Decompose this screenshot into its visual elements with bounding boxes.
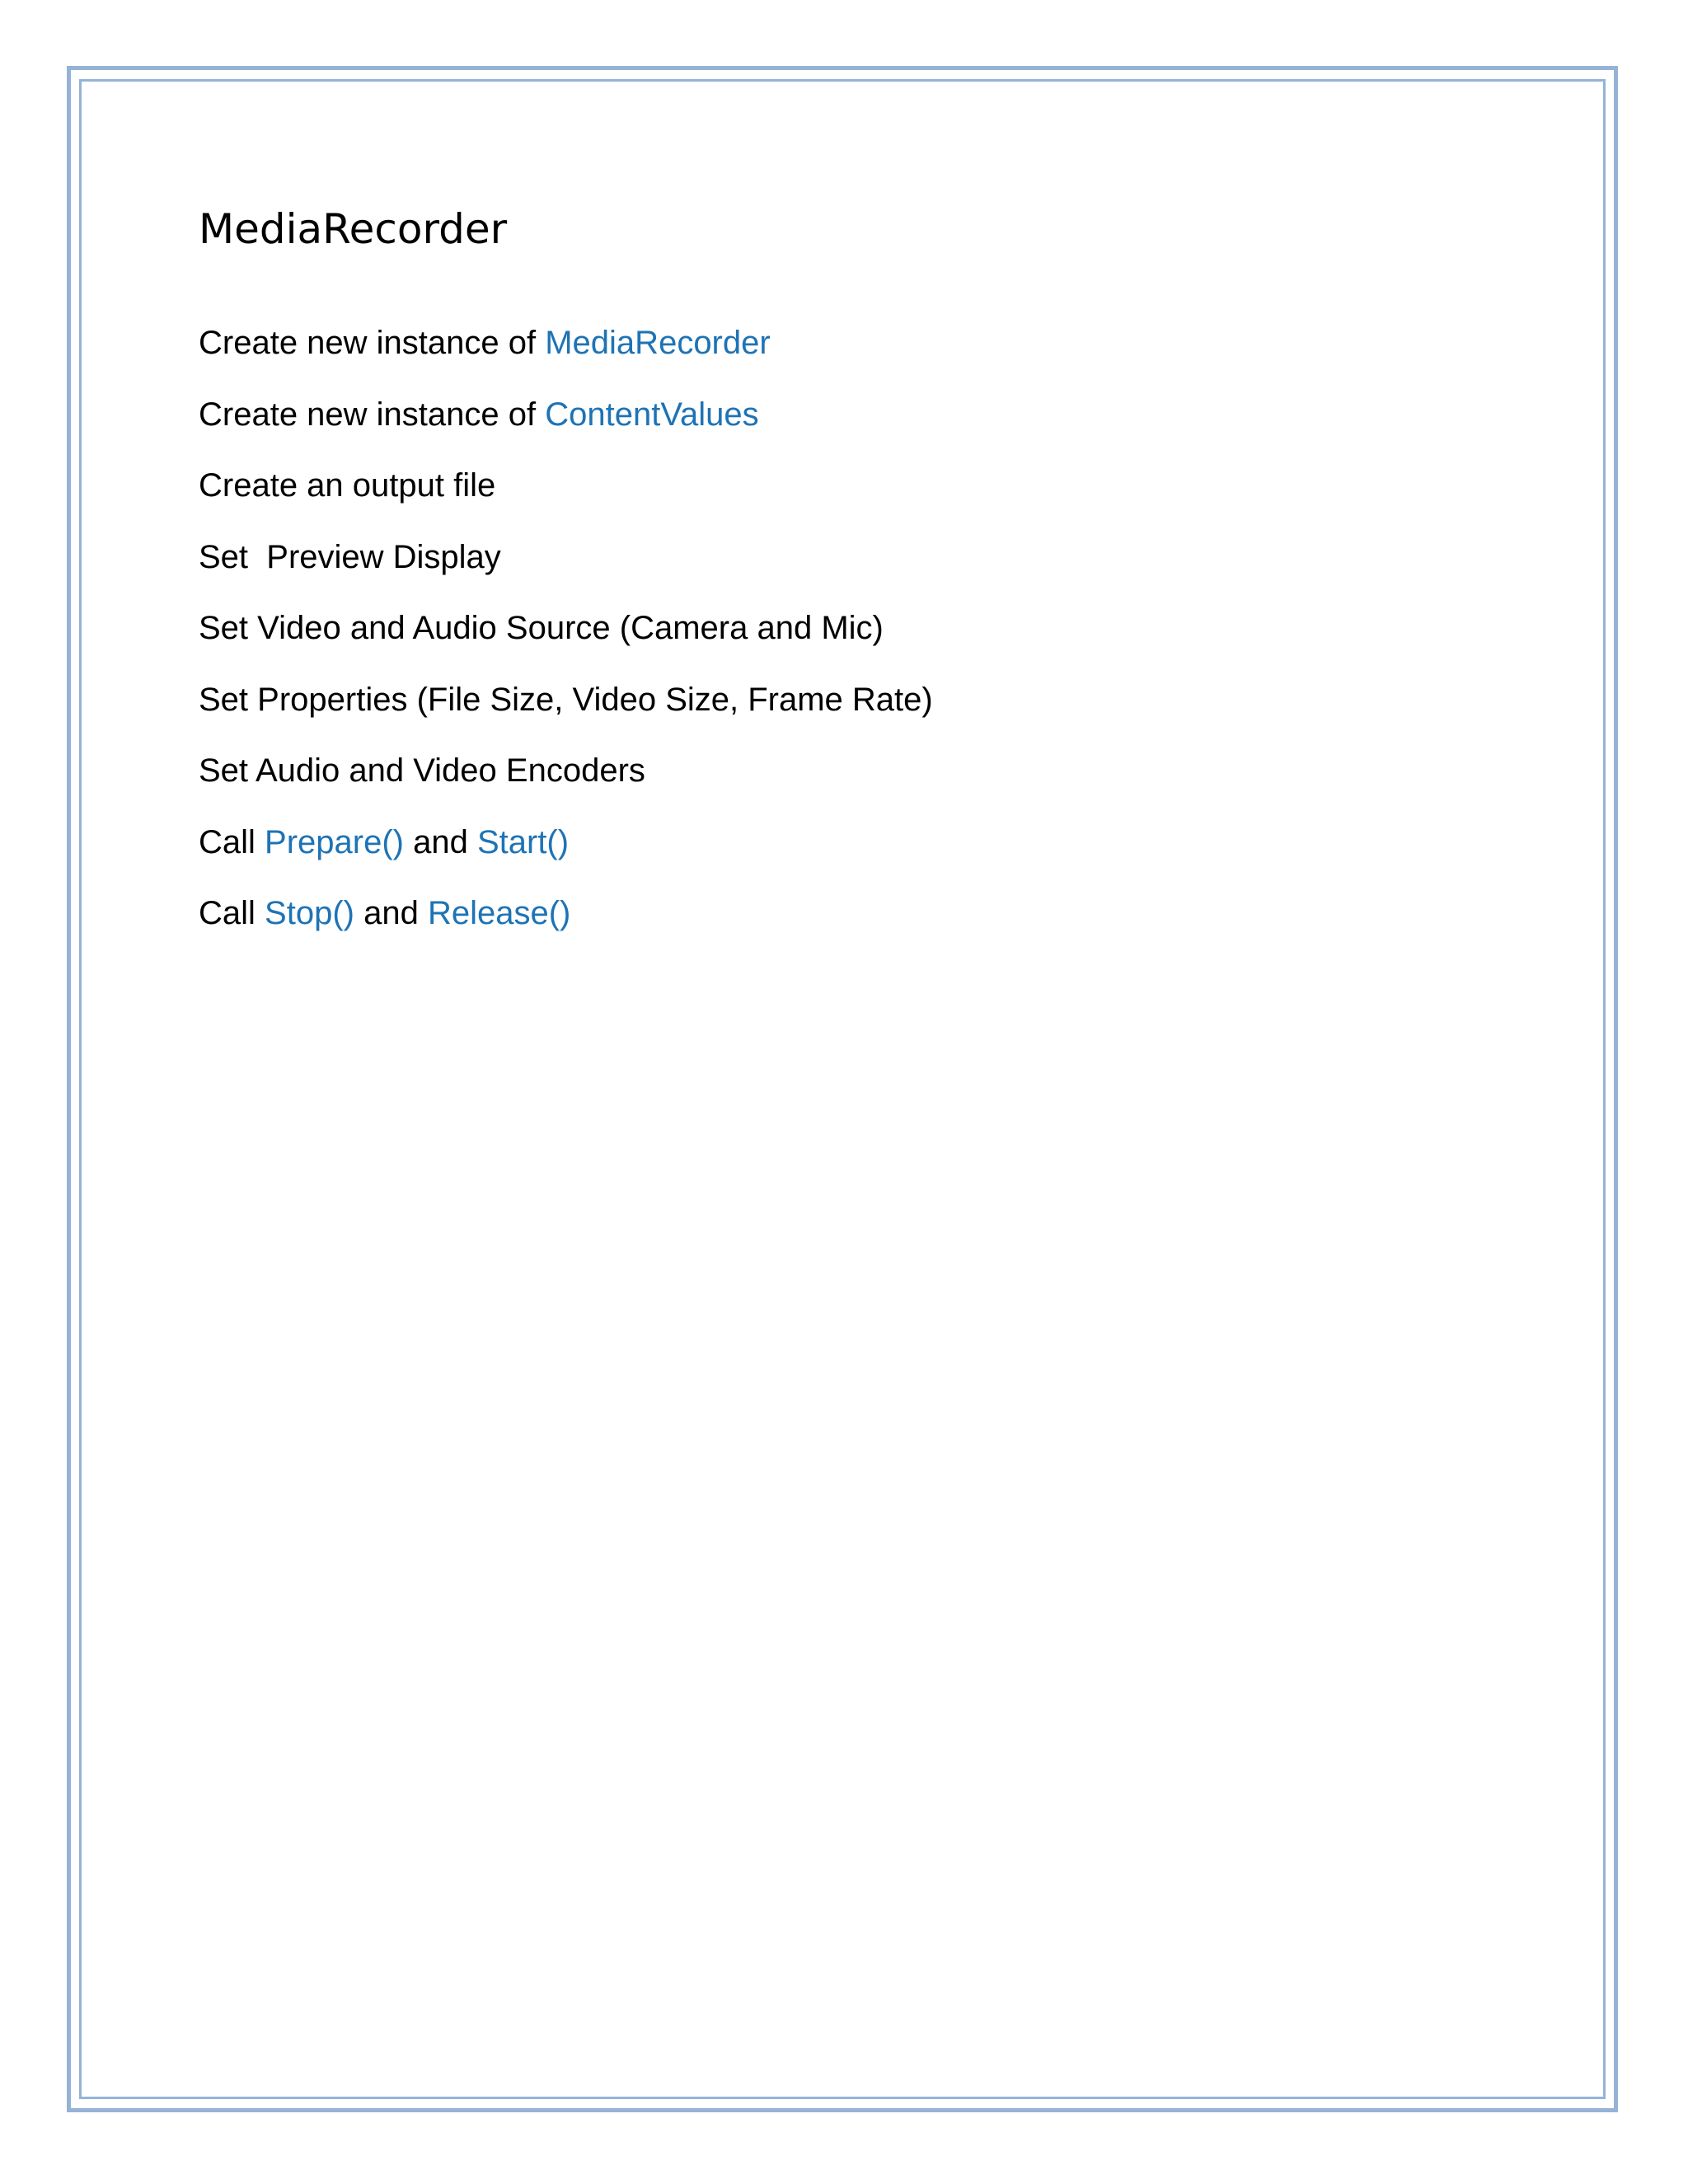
prepare-link[interactable]: Prepare() bbox=[265, 823, 404, 860]
page-title: MediaRecorder bbox=[199, 205, 508, 253]
release-link[interactable]: Release() bbox=[427, 895, 571, 931]
step-text-and: and bbox=[403, 823, 477, 860]
start-link[interactable]: Start() bbox=[476, 823, 570, 860]
step-text: Set Video and Audio Source (Camera and Mic) bbox=[199, 610, 884, 646]
steps-list bbox=[199, 307, 1517, 949]
step-set-properties bbox=[199, 664, 1517, 736]
step-create-output-file bbox=[199, 450, 1517, 522]
step-create-content-values bbox=[199, 379, 1517, 451]
step-set-encoders bbox=[199, 735, 1517, 807]
step-text: Call bbox=[199, 823, 265, 860]
content-values-link[interactable]: ContentValues bbox=[545, 396, 759, 433]
step-text: Call bbox=[199, 895, 265, 931]
media-recorder-link[interactable]: MediaRecorder bbox=[545, 325, 771, 361]
step-text: Set Properties (File Size, Video Size, Frame Rate) bbox=[199, 681, 933, 718]
step-text-and: and bbox=[354, 895, 428, 931]
step-text: Create new instance of bbox=[199, 396, 546, 433]
step-call-stop-release bbox=[199, 878, 1517, 949]
step-text: Create an output file bbox=[199, 467, 496, 504]
step-set-sources bbox=[199, 593, 1517, 664]
step-set-preview-display bbox=[199, 522, 1517, 593]
stop-link[interactable]: Stop() bbox=[265, 895, 354, 931]
step-create-media-recorder bbox=[199, 307, 1517, 379]
step-text: Set Audio and Video Encoders bbox=[199, 752, 645, 789]
step-text: Set Preview Display bbox=[199, 538, 501, 575]
document-content bbox=[199, 194, 1517, 949]
step-call-prepare-start bbox=[199, 807, 1517, 879]
step-text: Create new instance of bbox=[199, 325, 546, 361]
